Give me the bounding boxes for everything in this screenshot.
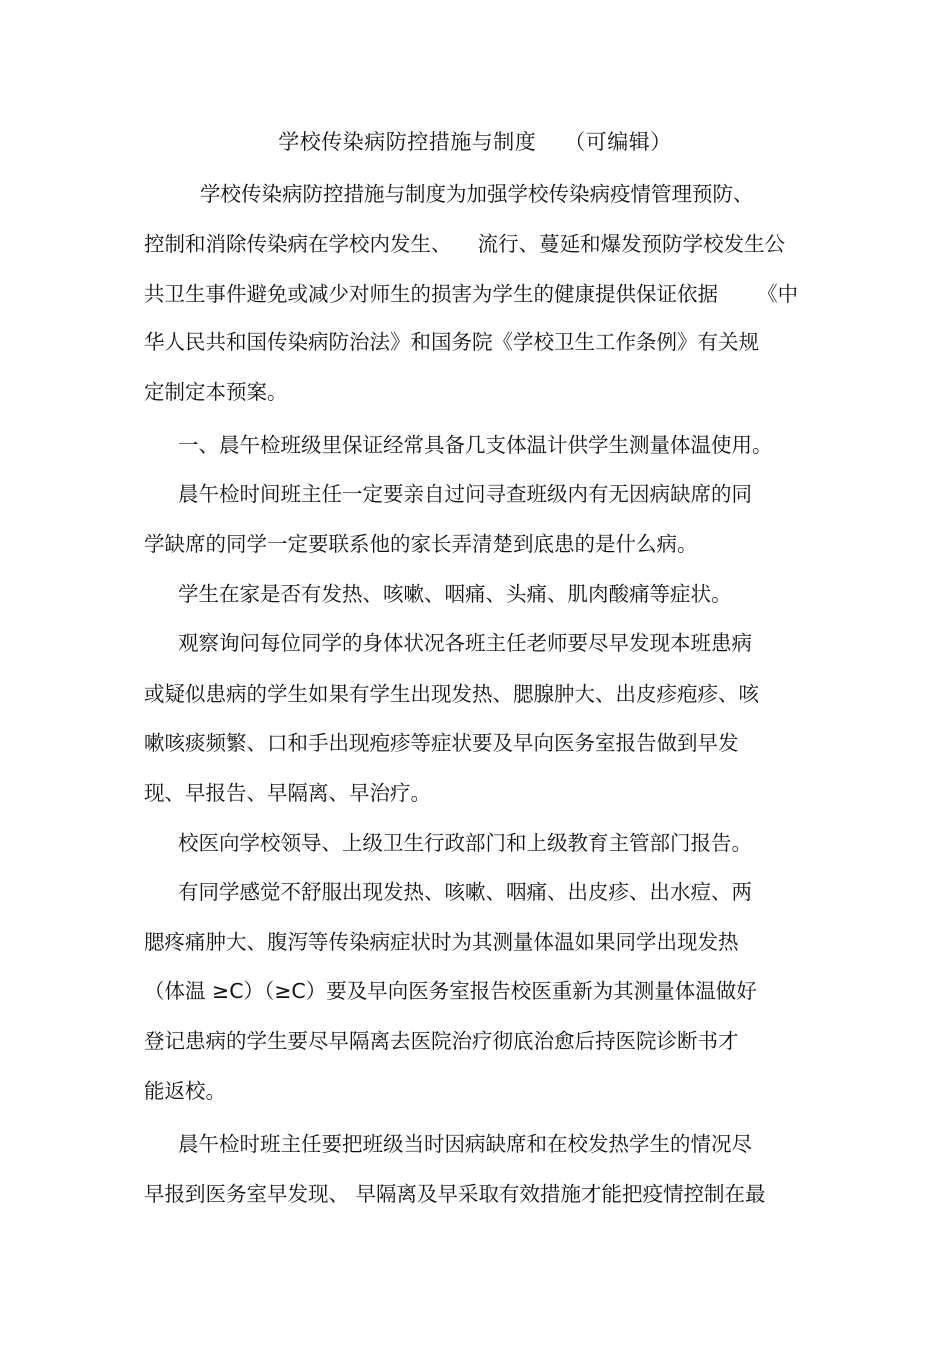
- paragraph-line: 能返校。: [144, 1079, 226, 1103]
- paragraph-line: 有同学感觉不舒服出现发热、咳嗽、咽痛、出皮疹、出水痘、两: [178, 880, 752, 904]
- paragraph-line: 学校传染病防控措施与制度为加强学校传染病疫情管理预防、: [200, 182, 754, 206]
- paragraph-line: 晨午检时间班主任一定要亲自过问寻查班级内有无因病缺席的同: [178, 482, 752, 506]
- paragraph-line: 嗽咳痰频繁、口和手出现疱疹等症状要及早向医务室报告做到早发: [144, 731, 739, 755]
- paragraph-line: 校医向学校领导、上级卫生行政部门和上级教育主管部门报告。: [178, 831, 752, 855]
- paragraph-line: 控制和消除传染病在学校内发生、 流行、蔓延和爆发预防学校发生公: [144, 232, 786, 256]
- paragraph-line: 观察询问每位同学的身体状况各班主任老师要尽早发现本班患病: [178, 631, 752, 655]
- paragraph-line: 学生在家是否有发热、咳嗽、咽痛、头痛、肌肉酸痛等症状。: [178, 582, 732, 606]
- paragraph-line: 一、晨午检班级里保证经常具备几支体温计供学生测量体温使用。: [178, 433, 773, 457]
- document-title-suffix: （可编辑）: [564, 130, 672, 154]
- paragraph-line: 共卫生事件避免或减少对师生的损害为学生的健康提供保证依据 《中: [144, 282, 799, 306]
- paragraph-line: 现、早报告、早隔离、早治疗。: [144, 781, 431, 805]
- paragraph-line: 早报到医务室早发现、 早隔离及早采取有效措施才能把疫情控制在最: [144, 1182, 766, 1206]
- paragraph-line: 或疑似患病的学生如果有学生出现发热、腮腺肿大、出皮疹疱疹、咳: [144, 682, 759, 706]
- document-title-row: [0, 126, 950, 156]
- paragraph-line: （体温 ≥C）（≥C）要及早向医务室报告校医重新为其测量体温做好: [144, 979, 757, 1003]
- paragraph-line: 晨午检时班主任要把班级当时因病缺席和在校发热学生的情况尽: [178, 1132, 752, 1156]
- paragraph-line: 登记患病的学生要尽早隔离去医院治疗彻底治愈后持医院诊断书才: [144, 1029, 739, 1053]
- paragraph-line: 学缺席的同学一定要联系他的家长弄清楚到底患的是什么病。: [144, 532, 698, 556]
- paragraph-line: 定制定本预案。: [144, 380, 288, 404]
- document-title: 学校传染病防控措施与制度: [278, 130, 537, 154]
- paragraph-line: 腮疼痛肿大、腹泻等传染病症状时为其测量体温如果同学出现发热: [144, 930, 739, 954]
- paragraph-line: 华人民共和国传染病防治法》和国务院《学校卫生工作条例》有关规: [144, 330, 759, 354]
